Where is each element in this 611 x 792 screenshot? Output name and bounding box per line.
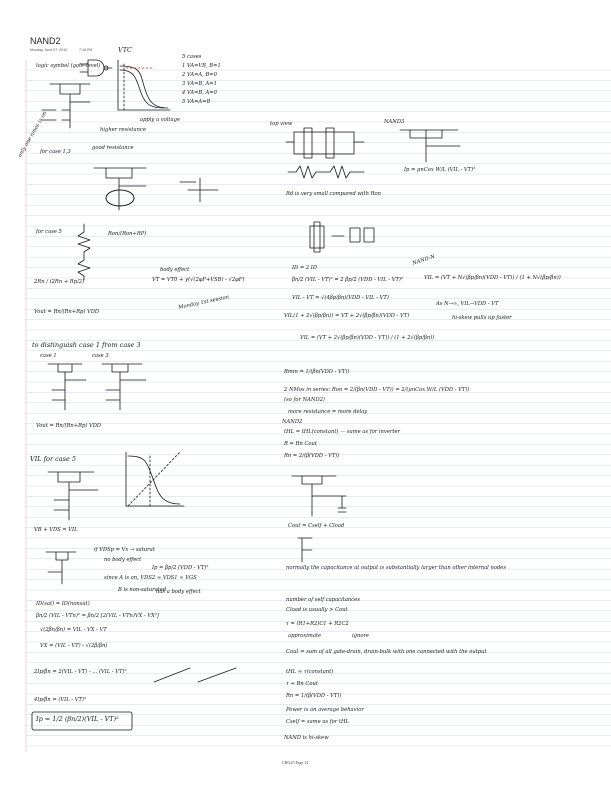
case-item: 2 VA=A, B=0 [182, 72, 217, 78]
case-comparison-schematics [42, 360, 152, 416]
eq2: VIL - VT = √(4βp/βn)(VDD - VIL - VT) [292, 295, 389, 301]
thl-eq: tHL = tHL(constant) — same as for inverter [284, 429, 401, 435]
ignore-label: ignore [352, 633, 369, 639]
hi-skew-note: hi-skew pulls up faster [452, 315, 512, 321]
only-one-nmos-note: only one nmos is on [17, 110, 49, 159]
case-item: 3 VA=B, A=1 [182, 81, 217, 87]
eq3: VIL(1 + 2√(βp/βn)) = VT + 2√(βp/βn)(VDD - VT) [284, 313, 410, 319]
rn-cout-eq: R = Rn Cout [284, 441, 317, 447]
for-case-5: for case 5 [36, 229, 62, 235]
layout-top-view [284, 124, 368, 160]
small-schematic [40, 548, 88, 588]
final-eq-1: 4Ip/βn = (VIL - VT)² [34, 697, 87, 703]
case-item: 4 VA=B, A=0 [182, 90, 217, 96]
rd-note: Rd is very small compared with Ron [286, 191, 381, 197]
vout-case-eq: Vout = Rn/(Rn+Rp) VDD [36, 423, 102, 429]
vb-vds-eq: VB + VDS = VIL [34, 527, 78, 533]
rmin-eq: Rmin = 1/(βn(VDD - VT)) [284, 369, 350, 375]
case5-vtc-sketch [120, 450, 188, 512]
case1-label: case 1 [40, 353, 57, 359]
thl-const: tHL ≈ τ(constant) [286, 669, 334, 675]
good-resistance-note: good resistance [92, 145, 134, 151]
since-note: since A is on, VDS2 ≈ VDS1 ≈ VGS [104, 575, 197, 581]
number-self-cap: number of self capacitances [286, 597, 360, 603]
cself-note: Cself = same as for tHL [286, 719, 349, 725]
cout-eq: Cout = Cself + Cload [288, 523, 345, 529]
case-item: 5 VA=A=B [182, 99, 211, 105]
body-effect-label: body effect [160, 267, 190, 273]
normally-note: normally the capacitance at output is substantially larger than other internal nodes [286, 565, 506, 571]
tau-rn-cout: τ ≈ Rn Cout [286, 681, 318, 687]
cases-title: 5 cases [182, 54, 202, 60]
capacitance-schematic [286, 472, 356, 520]
page-date: Monday, June 07, 2010 [30, 48, 68, 52]
approximate-label: approximate [288, 633, 322, 639]
nand2-small-label: NAND2 [282, 419, 303, 425]
boxed-result [30, 710, 136, 732]
pmos-nmos-schematic [86, 164, 156, 216]
nand3-schematic [396, 124, 466, 164]
vdsp-note: if VDSp = Vx → saturat [94, 547, 155, 553]
nand-hi-skew-note: NAND is hi-skew [284, 735, 329, 741]
cap-breakdown [292, 532, 372, 568]
nand-n-equation: VIL = (VT + N√(βp/βn)(VDD - VT)) / (1 + N√(βp/βn)) [424, 275, 561, 281]
case5-schematic [42, 468, 106, 524]
cload-usually: Cload is usually > Cout [286, 607, 348, 613]
final-eq-2: Ip = 1/2 (βn/2)(VIL - VT)² [36, 715, 119, 723]
big-equation: 2Ip/βn = 2(VIL - VT) - ... (VIL - VT)² [34, 669, 127, 675]
page-time: 7:18 PM [79, 48, 93, 52]
top-view-label: top view [270, 121, 293, 127]
higher-resistance-note: higher resistance [100, 127, 146, 133]
eq-2rn: 2Rn / (2Rn + Rp/2) [34, 279, 85, 285]
vtc-sketch [112, 56, 174, 116]
long-eq-1: βn/2 (VIL - VTn)² = βn/2 [2(VIL - VTn)VX - VX²] [36, 613, 159, 619]
gate-layout [306, 218, 384, 252]
case-item: 1 VA=VB, B=1 [182, 63, 221, 69]
id-eq: ID = 2 ID [292, 265, 318, 271]
ip-equation: Ip = βp/2 (VDD - VT)² [152, 565, 209, 571]
case3-label: case 3 [92, 353, 109, 359]
as-n-infinity: As N→∞, VIL→VDD - VT [436, 301, 499, 307]
eq4: VIL = (VT + 2√(βp/βn)(VDD - VT)) / (1 + 2√(βp/βn)) [300, 335, 435, 341]
vt-equation: VT = VT0 + γ(√(2φF+VSB) - √2φF) [152, 277, 245, 283]
resistor-chain [66, 222, 102, 282]
power-note: Power is an average behavior [286, 707, 364, 713]
resistor-network [286, 160, 366, 186]
for-case-1-3: for case 1,3 [40, 149, 71, 155]
eq1: βn/2 (VIL - VT)² = 2 βp/2 (VDD - VIL - VT)² [292, 277, 404, 283]
cout-sum-note: Cout = sum of all gate-drain, drain-bulk with one connected with the output [286, 649, 487, 655]
nand-schematic [38, 80, 100, 132]
strikeout-marks [150, 664, 240, 686]
id-equality: ID(sat) = ID(nonsat) [36, 601, 90, 607]
logic-symbol-label: logic symbol (gate-level) [36, 63, 101, 69]
nmos-series-eq: 2 NMos in series: Ron = 2/(βn(VDD - VT)) = 2/(μnCox W/L (VDD - VT)) [284, 387, 470, 393]
no-body-effect: no body effect [104, 557, 142, 563]
page-footer: CHG25 Page 14 [282, 760, 309, 765]
tau-approx: τ = (R1+R2)C1 + R2C2 [286, 621, 349, 627]
vout-eq: Vout = Rn/(Rn+Rp) VDD [34, 309, 100, 315]
vtc-label: VTC [118, 46, 133, 54]
rn-eq: Rn = 2/(β(VDD - VT)) [284, 453, 340, 459]
long-eq-2: √(2βn/βn) = VIL - VX - VT [40, 627, 107, 633]
for-nand2-note: (so for NAND2) [284, 397, 325, 403]
apply-voltage-note: apply a voltage [140, 117, 180, 123]
nand-n-label: NAND-N [411, 253, 436, 267]
rn-eq-2: Rn = 1/(β(VDD - VT)) [286, 693, 342, 699]
ron-ratio: Ron/(Ron+RP) [108, 231, 147, 237]
more-resistance-note: more resistance = more delay [288, 409, 368, 415]
equivalent-schematic [176, 174, 222, 206]
has-body-effect: has a body effect [156, 589, 201, 595]
ip-nand3: Ip = μnCox W/L (VIL - VT)² [404, 167, 476, 173]
monday-note: Monday 1st session [177, 294, 230, 311]
page-title: NAND2 [30, 36, 61, 46]
non-saturated-note: B is non-saturated [118, 587, 167, 593]
vil-case5-heading: VIL for case 5 [30, 455, 77, 463]
vx-equation: VX = (VIL - VT) - √(2β/βn) [40, 643, 108, 649]
distinguish-heading: to distinguish case 1 from case 3 [32, 341, 141, 349]
nand3-label: NAND3 [384, 119, 405, 125]
